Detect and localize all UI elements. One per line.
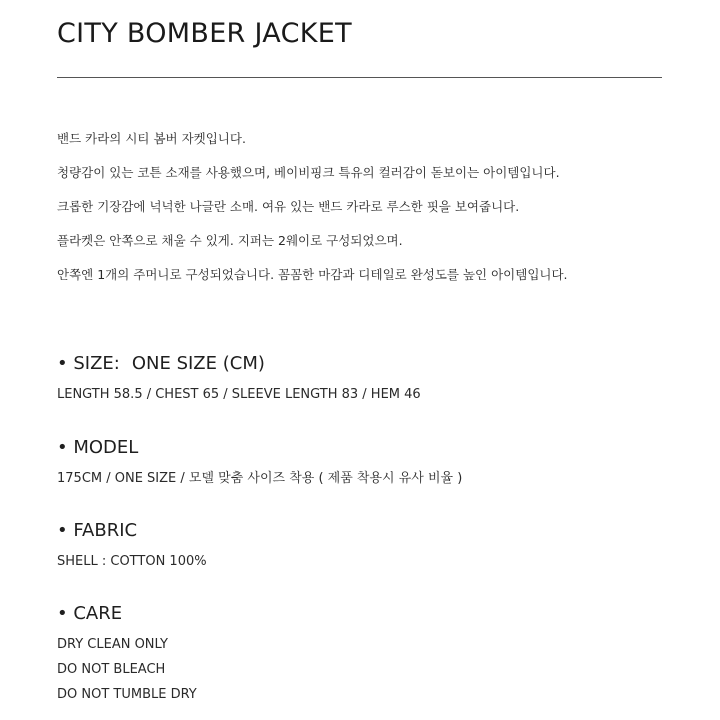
- fabric-details: SHELL : COTTON 100%: [57, 554, 207, 569]
- size-label: • SIZE:: [57, 353, 120, 374]
- description-line: 크롭한 기장감에 넉넉한 나글란 소매. 여유 있는 밴드 카라로 루스한 핏을 보여줍니다.: [57, 199, 520, 214]
- model-section: [57, 434, 677, 491]
- size-value: ONE SIZE (CM): [131, 353, 265, 374]
- model-heading: • MODEL: [57, 437, 139, 458]
- model-details: 175CM / ONE SIZE / 모델 맞춤 사이즈 착용 ( 제품 착용시 유사 비율 ): [57, 471, 463, 486]
- care-section: [57, 600, 677, 707]
- title-divider: [57, 77, 662, 78]
- description-line: 안쪽엔 1개의 주머니로 구성되었습니다. 꼼꼼한 마감과 디테일로 완성도를 높인 아이템입니다.: [57, 267, 568, 282]
- care-line: DO NOT TUMBLE DRY: [57, 687, 197, 702]
- size-section: [57, 350, 677, 407]
- care-line: DO NOT BLEACH: [57, 662, 166, 677]
- description-line: 청량감이 있는 코튼 소재를 사용했으며, 베이비핑크 특유의 컬러감이 돋보이는 아이템입니다.: [57, 165, 560, 180]
- size-heading: [57, 350, 677, 378]
- care-heading: • CARE: [57, 603, 123, 624]
- fabric-heading: • FABRIC: [57, 520, 138, 541]
- product-description: [57, 122, 677, 292]
- description-line: 플라켓은 안쪽으로 채울 수 있게. 지퍼는 2웨이로 구성되었으며.: [57, 233, 403, 248]
- care-line: DRY CLEAN ONLY: [57, 637, 168, 652]
- product-title: CITY BOMBER JACKET: [57, 18, 352, 49]
- size-details: LENGTH 58.5 / CHEST 65 / SLEEVE LENGTH 83 / HEM 46: [57, 387, 421, 402]
- fabric-section: [57, 517, 677, 574]
- description-line: 밴드 카라의 시티 봄버 자켓입니다.: [57, 131, 246, 146]
